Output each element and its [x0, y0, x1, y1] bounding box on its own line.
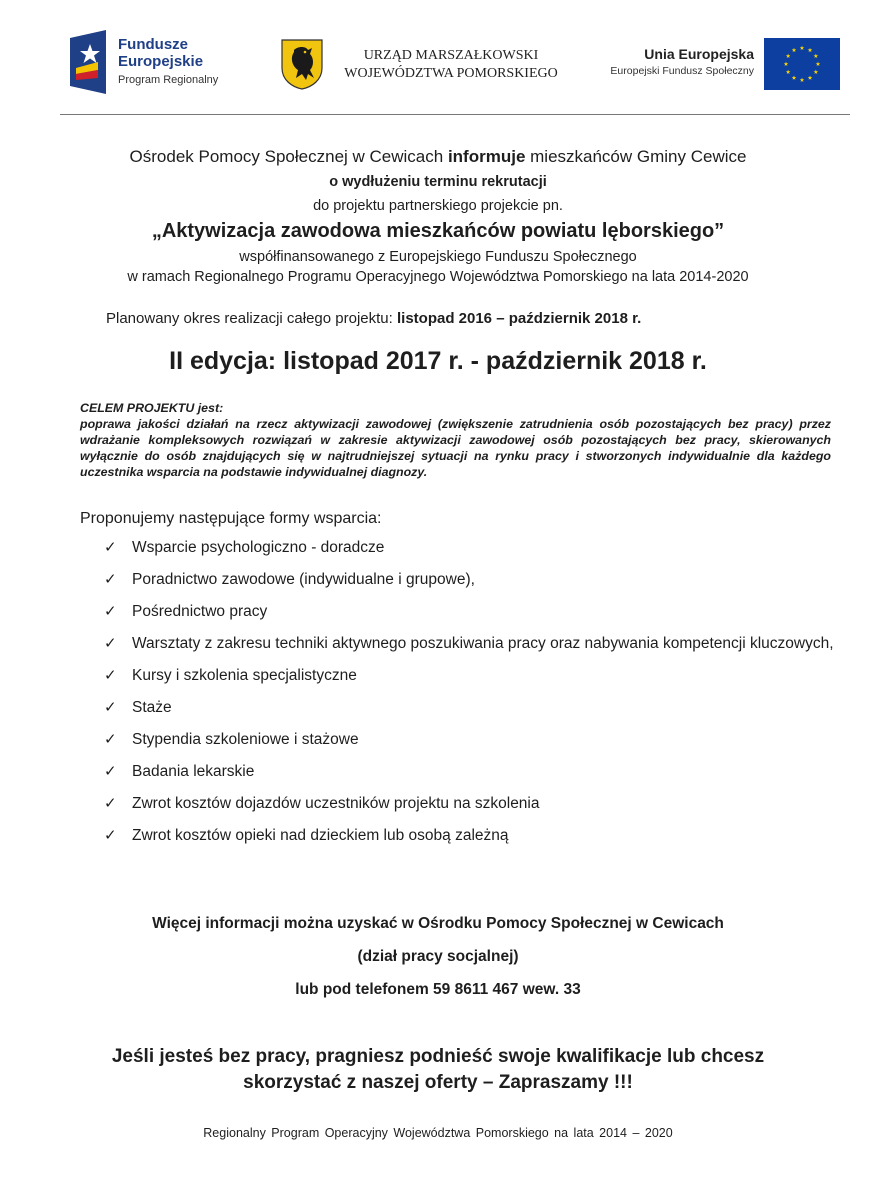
support-item — [104, 537, 834, 559]
urzad-marszalkowski-logo — [280, 38, 570, 94]
griffin-crest-icon — [280, 38, 324, 90]
header-divider — [60, 114, 850, 115]
project-period: Planowany okres realizacji całego projektu: listopad 2016 – październik 2018 r. — [106, 310, 642, 327]
support-item — [104, 633, 834, 655]
support-item — [104, 697, 834, 719]
support-item-text: Stypendia szkoleniowe i stażowe — [132, 731, 359, 748]
fundusze-europejskie-mark-icon — [70, 30, 106, 94]
support-item — [104, 825, 834, 847]
support-item — [104, 793, 834, 815]
ue-logo-subtitle: Europejski Fundusz Społeczny — [610, 65, 754, 77]
contact-line-1: Więcej informacji można uzyskać w Ośrodku Pomocy Społecznej w Cewicach — [152, 915, 724, 932]
support-item — [104, 729, 834, 751]
um-logo-line2: WOJEWÓDZTWA POMORSKIEGO — [344, 66, 558, 81]
support-item — [104, 761, 834, 783]
project-goal — [80, 400, 831, 480]
support-item-text: Poradnictwo zawodowe (indywidualne i grupowe), — [132, 571, 475, 588]
project-title: „Aktywizacja zawodowa mieszkańców powiatu lęborskiego” — [151, 220, 725, 242]
checkmark-icon: ✓ — [104, 827, 117, 844]
intro-line-3: do projektu partnerskiego projekcie pn. — [313, 198, 563, 214]
footer-text: Regionalny Program Operacyjny Województwa Pomorskiego na lata 2014 – 2020 — [203, 1126, 673, 1140]
unia-europejska-logo — [592, 38, 844, 94]
support-intro: Proponujemy następujące formy wsparcia: — [80, 510, 382, 527]
checkmark-icon: ✓ — [104, 635, 117, 652]
fe-logo-line3: Program Regionalny — [118, 74, 219, 86]
support-item-text: Kursy i szkolenia specjalistyczne — [132, 667, 357, 684]
support-item-text: Warsztaty z zakresu techniki aktywnego poszukiwania pracy oraz nabywania kompetencji kluczowych, — [132, 635, 834, 652]
support-item-text: Zwrot kosztów dojazdów uczestników projektu na szkolenia — [132, 795, 540, 812]
eu-flag-icon — [764, 38, 840, 90]
project-goal-heading: CELEM PROJEKTU jest: — [80, 401, 224, 415]
fe-logo-line2: Europejskie — [118, 53, 204, 70]
support-list — [104, 537, 834, 857]
checkmark-icon: ✓ — [104, 667, 117, 684]
ue-logo-title: Unia Europejska — [644, 46, 754, 62]
support-item — [104, 601, 834, 623]
cta-line-1: Jeśli jesteś bez pracy, pragniesz podnieść swoje kwalifikacje lub chcesz — [111, 1046, 765, 1067]
intro-line-1: Ośrodek Pomocy Społecznej w Cewicach informuje mieszkańców Gminy Cewice — [129, 147, 747, 166]
cofinancing-line: współfinansowanego z Europejskiego Funduszu Społecznego — [239, 249, 637, 265]
support-item — [104, 569, 834, 591]
support-item-text: Badania lekarskie — [132, 763, 255, 780]
support-item-text: Wsparcie psychologiczno - doradcze — [132, 539, 385, 556]
call-to-action — [40, 1044, 836, 1096]
support-item-text: Staże — [132, 699, 172, 716]
fundusze-europejskie-logo — [70, 30, 270, 96]
checkmark-icon: ✓ — [104, 699, 117, 716]
support-item-text: Pośrednictwo pracy — [132, 603, 268, 620]
recruitment-extension-line: o wydłużeniu terminu rekrutacji — [329, 174, 547, 190]
checkmark-icon: ✓ — [104, 763, 117, 780]
checkmark-icon: ✓ — [104, 539, 117, 556]
project-goal-text: poprawa jakości działań na rzecz aktywizacji zawodowej (zwiększenie zatrudnienia osób pozostających bez pracy) przez wdrażanie kompleksowych rozwiązań w zakresie aktywizacji zawodowej osób pozostających bez pracy, skierowanych wyłącznie do osób znajdujących się w najtrudniejszej sytuacji na rynku pracy i stworzonych indywidualnie dla każdego uczestnika wsparcia na podstawie indywidualnej diagnozy. — [80, 417, 831, 479]
checkmark-icon: ✓ — [104, 603, 117, 620]
um-logo-line1: URZĄD MARSZAŁKOWSKI — [363, 48, 539, 63]
support-item-text: Zwrot kosztów opieki nad dzieckiem lub osobą zależną — [132, 827, 509, 844]
edition-heading: II edycja: listopad 2017 r. - październik 2018 r. — [169, 347, 707, 375]
contact-line-2: (dział pracy socjalnej) — [357, 948, 519, 965]
fe-logo-line1: Fundusze — [118, 36, 188, 53]
checkmark-icon: ✓ — [104, 795, 117, 812]
checkmark-icon: ✓ — [104, 571, 117, 588]
program-line: w ramach Regionalnego Programu Operacyjnego Województwa Pomorskiego na lata 2014-2020 — [127, 269, 749, 285]
cta-line-2: skorzystać z naszej oferty – Zapraszamy !!! — [243, 1072, 633, 1093]
contact-phone: lub pod telefonem 59 8611 467 wew. 33 — [295, 981, 581, 998]
support-item — [104, 665, 834, 687]
checkmark-icon: ✓ — [104, 731, 117, 748]
